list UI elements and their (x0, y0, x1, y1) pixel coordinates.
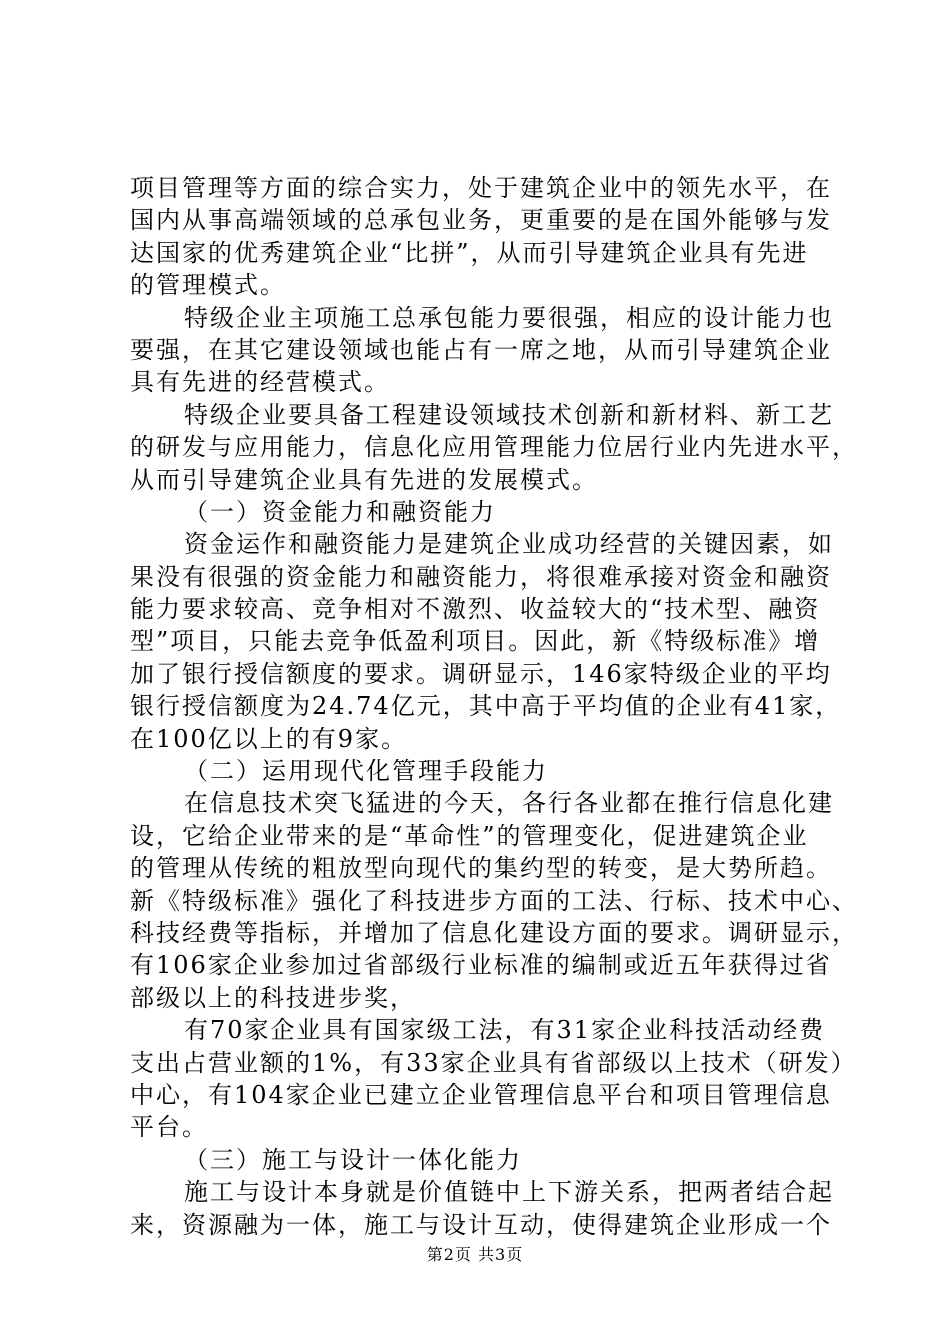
text-line: 加了银行授信额度的要求。调研显示，146家特级企业的平均 (130, 659, 832, 688)
text-line: 特级企业主项施工总承包能力要很强，相应的设计能力也 (184, 303, 834, 332)
text-line: 有70家企业具有国家级工法，有31家企业科技活动经费 (184, 1016, 826, 1045)
text-line: 科技经费等指标，并增加了信息化建设方面的要求。调研显示， (130, 918, 858, 947)
text-line: 平台。 (130, 1113, 208, 1142)
text-line: （一）资金能力和融资能力 (184, 497, 496, 526)
text-line: （二）运用现代化管理手段能力 (184, 757, 548, 786)
text-line: （三）施工与设计一体化能力 (184, 1145, 522, 1174)
text-line: 的管理从传统的粗放型向现代的集约型的转变，是大势所趋。 (130, 854, 832, 883)
text-line: 部级以上的科技进步奖， (130, 983, 416, 1012)
text-line: 新《特级标准》强化了科技进步方面的工法、行标、技术中心、 (130, 886, 858, 915)
text-line: 要强，在其它建设领域也能占有一席之地，从而引导建筑企业 (130, 335, 832, 364)
text-line: 从而引导建筑企业具有先进的发展模式。 (130, 465, 598, 494)
text-line: 具有先进的经营模式。 (130, 368, 390, 397)
text-line: 来，资源融为一体，施工与设计互动，使得建筑企业形成一个 (130, 1210, 832, 1239)
text-line: 设，它给企业带来的是“革命性”的管理变化，促进建筑企业 (130, 821, 809, 850)
text-line: 支出占营业额的1%，有33家企业具有省部级以上技术（研发） (130, 1048, 857, 1077)
text-line: 国内从事高端领域的总承包业务，更重要的是在国外能够与发 (130, 206, 832, 235)
text-line: 银行授信额度为24.74亿元，其中高于平均值的企业有41家， (130, 692, 842, 721)
text-line: 果没有很强的资金能力和融资能力，将很难承接对资金和融资 (130, 562, 832, 591)
text-line: 特级企业要具备工程建设领域技术创新和新材料、新工艺 (184, 400, 834, 429)
text-line: 施工与设计本身就是价值链中上下游关系，把两者结合起 (184, 1178, 834, 1207)
document-body (130, 172, 858, 1241)
text-line: 能力要求较高、竞争相对不激烈、收益较大的“技术型、融资 (130, 595, 821, 624)
text-line: 的研发与应用能力，信息化应用管理能力位居行业内先进水平， (130, 433, 858, 462)
text-line: 有106家企业参加过省部级行业标准的编制或近五年获得过省 (130, 951, 832, 980)
text-line: 在100亿以上的有9家。 (130, 724, 408, 753)
text-line: 的管理模式。 (130, 271, 286, 300)
text-line: 项目管理等方面的综合实力，处于建筑企业中的领先水平，在 (130, 174, 832, 202)
text-line: 达国家的优秀建筑企业“比拼”，从而引导建筑企业具有先进 (130, 238, 809, 267)
text-line: 在信息技术突飞猛进的今天，各行各业都在推行信息化建 (184, 789, 834, 818)
text-line: 中心，有104家企业已建立企业管理信息平台和项目管理信息 (130, 1080, 832, 1109)
text-line: 型”项目，只能去竞争低盈利项目。因此，新《特级标准》增 (130, 627, 821, 656)
text-line: 资金运作和融资能力是建筑企业成功经营的关键因素，如 (184, 530, 834, 559)
page-footer: 第2页 共3页 (426, 1245, 524, 1264)
